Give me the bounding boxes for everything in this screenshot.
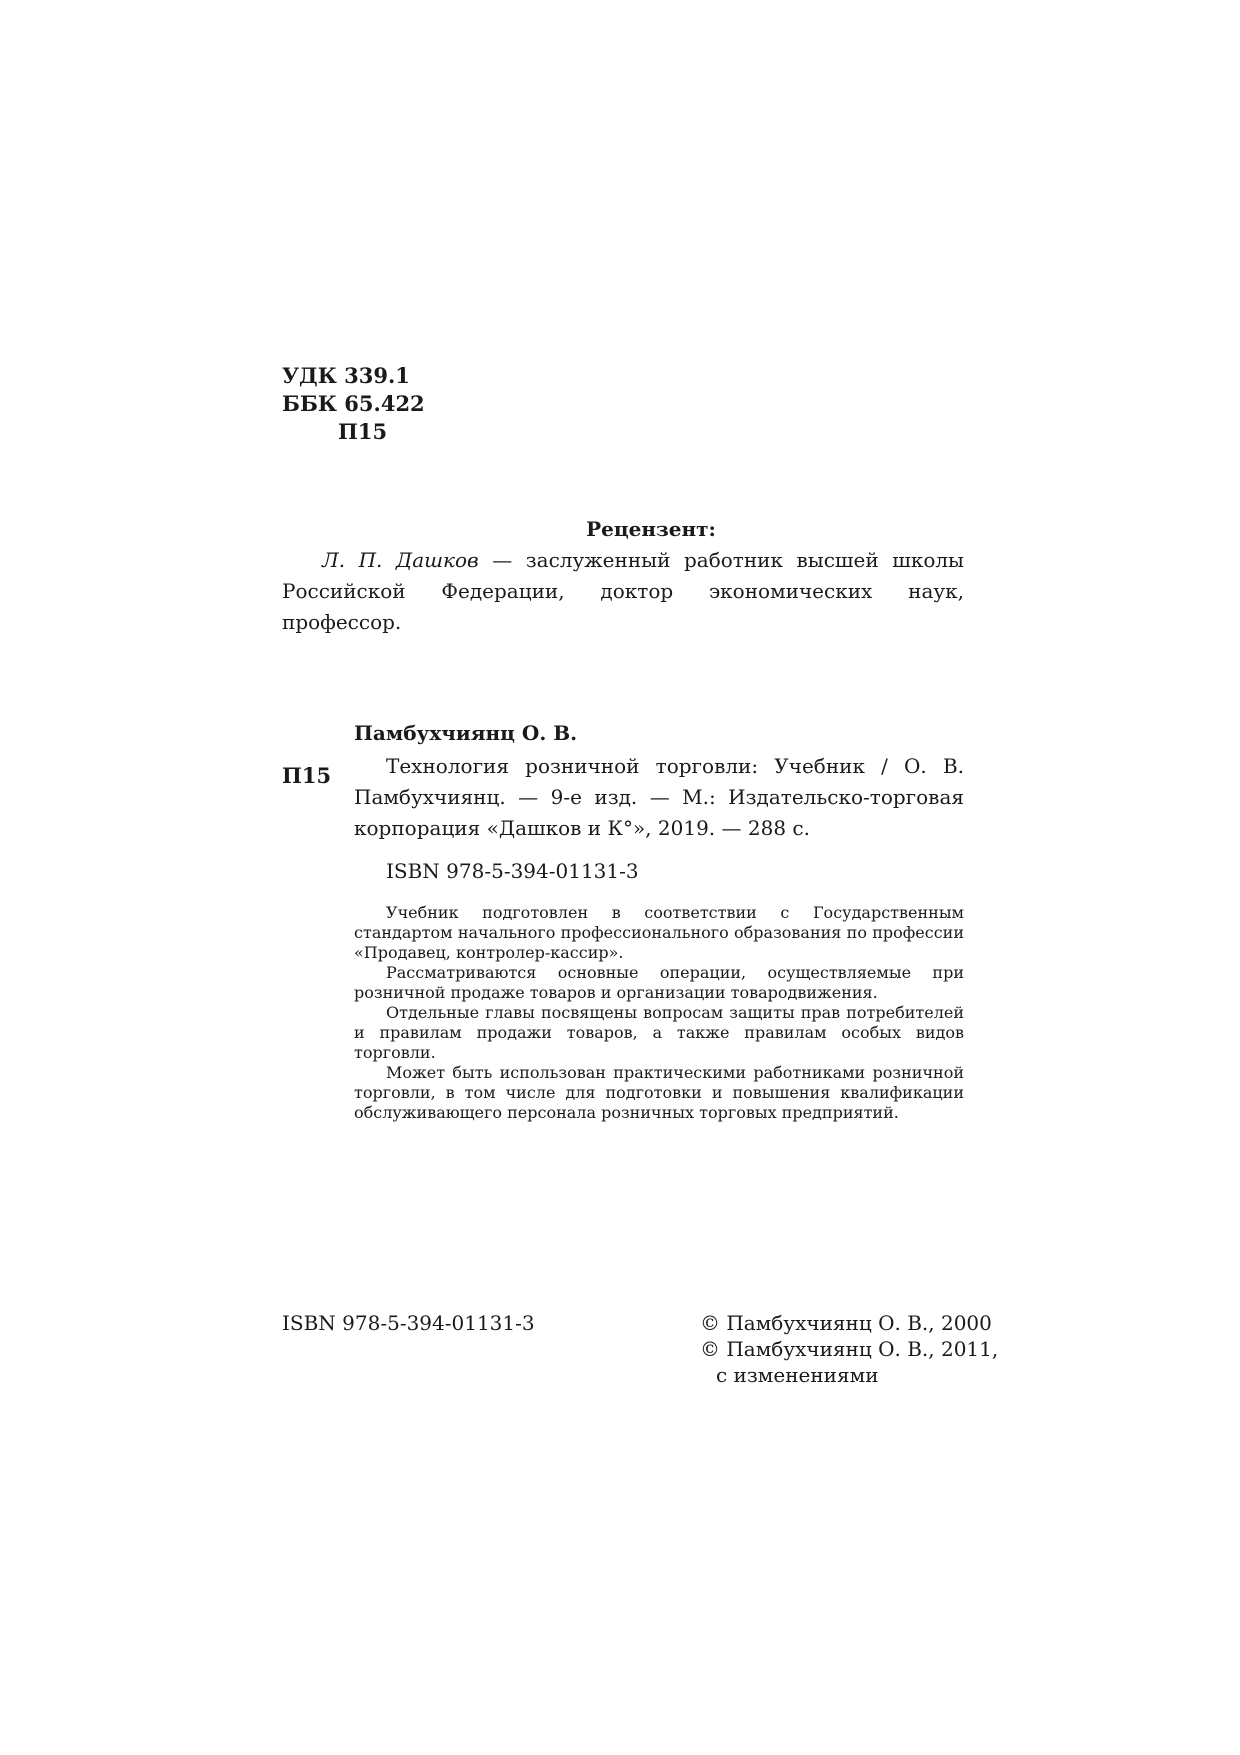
annotation-paragraph: Рассматриваются основные операции, осуществляемые при розничной продаже товаров и организации товародвижения.	[354, 963, 964, 1002]
annotation	[354, 903, 964, 1123]
reviewer-description: — заслуженный работник высшей школы Российской Федерации, доктор экономических наук, профессор.	[282, 548, 964, 634]
copyright-line: © Памбухчиянц О. В., 2011,	[700, 1337, 999, 1361]
annotation-paragraph: Отдельные главы посвящены вопросам защиты прав потребителей и правилам продажи товаров, а также правилам особых видов торговли.	[354, 1003, 964, 1062]
card-author-mark: П15	[282, 763, 332, 788]
classification-codes	[282, 362, 425, 446]
annotation-paragraph: Может быть использован практическими работниками розничной торговли, в том числе для подготовки и повышения квалификации обслуживающего персонала розничных торговых предприятий.	[354, 1063, 964, 1122]
reviewer-block	[282, 514, 964, 638]
udk-code: УДК 339.1	[282, 363, 410, 388]
copyright-block	[700, 1310, 998, 1388]
copyright-line: © Памбухчиянц О. В., 2000	[700, 1311, 992, 1335]
footer-isbn: ISBN 978-5-394-01131-3	[282, 1311, 535, 1335]
catalog-card	[354, 718, 964, 1123]
bibliographic-description: Технология розничной торговли: Учебник / О. В. Памбухчиянц. — 9-е изд. — М.: Издательско-торговая корпорация «Дашков и К°», 2019. — 288 с.	[354, 754, 964, 840]
reviewer-text	[282, 545, 964, 638]
card-isbn: ISBN 978-5-394-01131-3	[386, 859, 639, 883]
annotation-paragraph: Учебник подготовлен в соответствии с Государственным стандартом начального профессионального образования по профессии «Продавец, контролер-кассир».	[354, 903, 964, 962]
reviewer-name: Л. П. Дашков	[322, 548, 479, 572]
author-mark: П15	[338, 419, 388, 444]
copyright-line: с изменениями	[716, 1363, 879, 1387]
reviewer-heading: Рецензент:	[586, 517, 716, 541]
bbk-code: ББК 65.422	[282, 391, 425, 416]
card-author: Памбухчиянц О. В.	[354, 721, 578, 745]
